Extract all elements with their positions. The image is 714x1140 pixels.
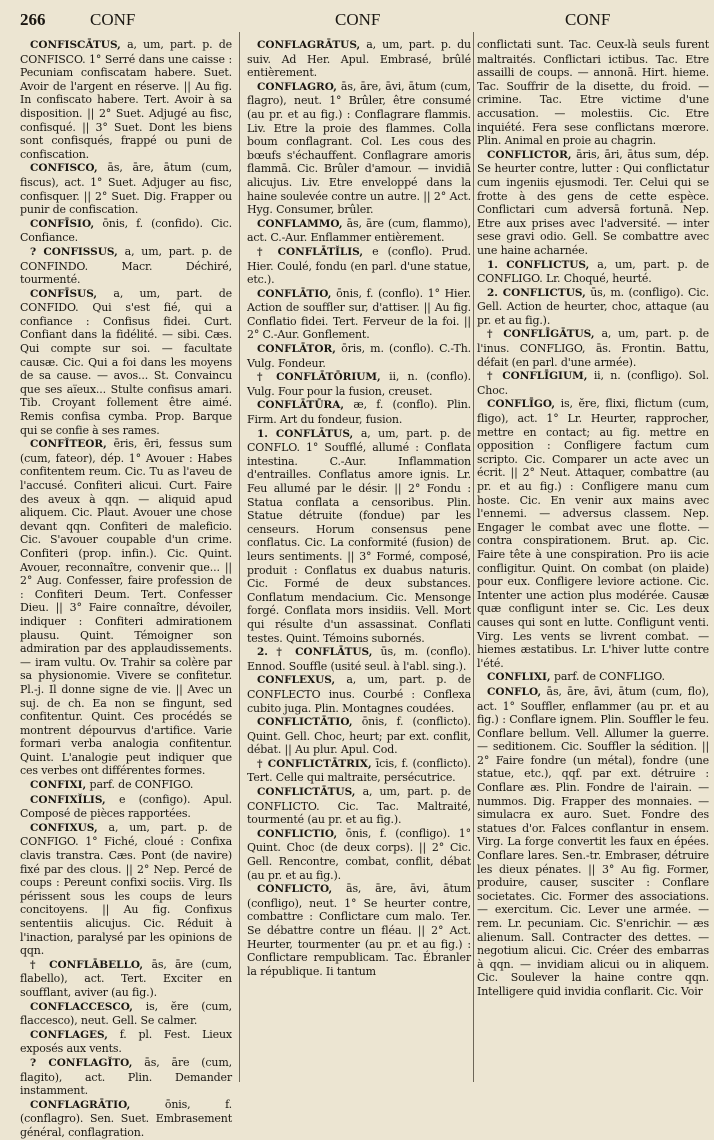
entry-definition: āris, āri, ātus sum, dép. Se heurter contre, lutter : Qui conflictatur cum ingeniis ejusmodi. Ter. Celui qui se frotte à des gens de cette espèce. Conflictari cum adversā fortunā. Nep. Etre aux prises avec l'adversité. — inter sese gravi odio. Gell. Se combattre avec une haine acharnée.: [477, 147, 709, 257]
entry-definition: ūs, m. (confligo). Cic. Gell. Action de heurter, choc, attaque (au pr. et au fig.).: [477, 285, 709, 327]
entry-headword: 2. CONFLICTUS,: [487, 286, 586, 299]
entry-headword: ? CONFISSUS,: [30, 245, 118, 258]
dictionary-entry: [20, 1098, 232, 1140]
entry-definition: ōnis, f. (confligo). 1° Quint. Choc (de deux corps). || 2° Cic. Gell. Rencontre, combat, conflit, débat (au pr. et au fig.).: [247, 826, 471, 882]
guide-word-left: CONF: [90, 10, 136, 29]
entry-headword: CONFLAGRĀTIO,: [30, 1098, 131, 1111]
dictionary-entry: [247, 370, 471, 398]
entry-definition: ās, āre, ātum (cum, fiscus), act. 1° Suet. Adjuger au fisc, confisquer. || 2° Suet. Dig. Frapper ou punir de confiscation.: [20, 161, 232, 217]
entry-definition: a, um, part. de CONFIDO. Qui s'est fié, qui a confiance : Confisus fidei. Curt. Confiant dans la fidélité. — sibi. Cæs. Qui compte sur soi. — facultate causæ. Cic. Qui a foi dans les moyens de sa cause. — avos... St. Convaincu que ses aïeux... Stulte confisus amari. Tib. Croyant follement être aimé. Remis confisa cymba. Prop. Barque qui se confie à ses rames.: [20, 286, 232, 437]
entry-headword: ? CONFLAGĬTO,: [30, 1056, 133, 1069]
dictionary-entry: [477, 685, 709, 999]
dictionary-entry: [20, 217, 232, 245]
entry-headword: CONFIXĬLIS,: [30, 793, 106, 806]
dictionary-entry: [247, 342, 471, 370]
entry-definition: ii, n. (conflo). Vulg. Four pour la fusion, creuset.: [247, 370, 471, 398]
entry-headword: CONFLAGRO,: [257, 80, 337, 93]
dictionary-entry: [247, 287, 471, 342]
entry-headword: CONFĪSUS,: [30, 287, 98, 300]
entry-headword: † CONFLĀTŌRIUM,: [257, 371, 381, 384]
entry-headword: CONFLICTOR,: [487, 148, 572, 161]
entry-headword: CONFĪSIO,: [30, 217, 95, 230]
entry-headword: CONFLĀTOR,: [257, 343, 336, 356]
dictionary-entry: [247, 785, 471, 827]
dictionary-entry: [247, 398, 471, 426]
dictionary-entry: [477, 670, 709, 685]
entry-definition: a, um, part. p. de CONFIGO. 1° Fiché, cloué : Confixa clavis transtra. Cæs. Pont (de navire) fixé par des clous. || 2° Nep. Percé de coups : Pereunt confixi sociis. Virg. Ils périssent sous les coups de leurs concitoyens. || Au fig. Confixus sententiis alicujus. Cic. Réduit à l'inaction, paralysé par les opinions de qqn.: [20, 820, 232, 958]
entry-definition: a, um, part. p. de CONFISCO. 1° Serré dans une caisse : Pecuniam confiscatam habere. Suet. Avoir de l'argent en réserve. || Au fig. In confiscato habere. Tert. Avoir à sa disposition. || 2° Suet. Adjugé au fisc, confisqué. || 3° Suet. Dont les biens sont confisqués, frappé ou puni de confiscation.: [20, 38, 232, 161]
dictionary-entry: [20, 1056, 232, 1098]
dictionary-entry: [477, 327, 709, 369]
page-number: 266: [20, 10, 46, 29]
entry-definition: a, um, part. p. de CONFLICTO. Cic. Tac. Maltraité, tourmenté (au pr. et au fig.).: [247, 785, 471, 827]
dictionary-entry: [247, 80, 471, 217]
entry-headword: CONFLAGRĀTUS,: [257, 39, 361, 51]
dictionary-entry: [247, 245, 471, 287]
entry-headword: CONFLĪGO,: [487, 398, 556, 411]
guide-word-right: CONF: [565, 10, 611, 29]
entry-headword: CONFLICTO,: [257, 883, 333, 896]
guide-word-center: CONF: [335, 10, 381, 29]
entry-definition: æ, f. (conflo). Plin. Firm. Art du fondeur, fusion.: [247, 398, 471, 427]
dictionary-entry: [20, 821, 232, 958]
page-header: [0, 10, 714, 36]
entry-headword: CONFLEXUS,: [257, 674, 336, 687]
dictionary-entry: [20, 778, 232, 793]
dictionary-entry: [20, 38, 232, 161]
entry-headword: CONFLĀTIO,: [257, 287, 332, 300]
dictionary-entry: [247, 645, 471, 673]
entry-headword: † CONFLĪGIUM,: [487, 370, 588, 383]
entry-definition: ās, āre (cum, flabello), act. Tert. Exciter en soufflant, aviver (au fig.).: [20, 957, 232, 999]
entry-definition: ās, āre, āvi, ātum (cum, flo), act. 1° Souffler, enflammer (au pr. et au fig.) : Conflare ignem. Plin. Souffler le feu. Conflare bellum. Vell. Allumer la guerre. — seditionem. Cic. Souffler la sédition. || 2° Faire fondre (un métal), fondre (une statue, etc.), qqf. par ext. détruire : Conflare æs. Plin. Fondre de l'airain. — nummos. Dig. Frapper des monnaies. — simulacra ex auro. Suet. Fondre des statues d'or. Falces conflantur in ensem. Virg. La forge convertit les faux en épées. Conflare lares. Sen.-tr. Embraser, détruire les dieux pénates. || 3° Au fig. Former, produire, causer, susciter : Conflare societates. Cic. Former des associations. — exercitum. Cic. Lever une armée. — rem. Lr. pecuniam. Cic. S'enrichir. — æs alienum. Sall. Contracter des dettes. — negotium alicui. Cic. Créer des embarras à qqn. — invidiam alicui ou in aliquem. Cic. Soulever la haine contre qqn. Intelligere quid invidia conflarit. Cic. Voir: [477, 684, 709, 998]
column-divider: [473, 32, 474, 1082]
dictionary-entry: [20, 1028, 232, 1056]
dictionary-entry: [20, 245, 232, 287]
entry-headword: 1. CONFLICTUS,: [487, 258, 590, 271]
entry-headword: CONFĬTEOR,: [30, 438, 107, 451]
entry-definition: a, um, part. p. du suiv. Ad Her. Apul. Embrasé, brûlé entièrement.: [247, 38, 471, 80]
dictionary-entry: [247, 673, 471, 715]
entry-headword: CONFLAMMO,: [257, 217, 343, 230]
dictionary-entry: [247, 38, 471, 80]
dictionary-entry: [247, 757, 471, 785]
entry-definition: f. pl. Fest. Lieux exposés aux vents.: [20, 1027, 232, 1056]
entry-definition: a, um, part. p. de CONFLO. 1° Soufflé, allumé : Conflata intestina. C.-Aur. Inflammation d'entrailles. Conflatus amore ignis. Lr. Feu allumé par le désir. || 2° Fondu : Statua conflata a censoribus. Plin. Statue détruite (fondue) par les censeurs. Horum consensus pene conflatus. Cic. La conformité (fusion) de leurs sentiments. || 3° Formé, composé, produit : Conflatus ex duabus naturis. Cic. Formé de deux substances. Conflatum mendacium. Cic. Mensonge forgé. Conflata mors insidiis. Vell. Mort qui résulte d'un assassinat. Conflati testes. Quint. Témoins subornés.: [247, 426, 471, 645]
dictionary-entry: [477, 369, 709, 397]
entry-definition: īcis, f. (conflicto). Tert. Celle qui maltraite, persécutrice.: [247, 756, 471, 785]
entry-definition: e (conflo). Prud. Hier. Coulé, fondu (en parl. d'une statue, etc.).: [247, 244, 471, 287]
entry-definition: a, um, part. p. de CONFLECTO inus. Courbé : Conflexa cubito juga. Plin. Montagnes coudées.: [247, 673, 471, 715]
entry-headword: CONFLICTIO,: [257, 827, 338, 840]
column-right: [477, 38, 709, 1078]
entry-definition: ōnis, f. (conflagro). Sen. Suet. Embrasement général, conflagration.: [20, 1097, 232, 1139]
dictionary-entry: [20, 437, 232, 778]
dictionary-entry: [20, 1000, 232, 1028]
entry-headword: CONFLACCESCO,: [30, 1000, 133, 1013]
entry-definition: parf. de CONFLIGO.: [553, 670, 665, 684]
entry-definition: a, um, part. p. de CONFLIGO. Lr. Choqué, heurté.: [477, 257, 709, 286]
entry-definition: ōnis, f. (confido). Cic. Confiance.: [20, 216, 232, 245]
dictionary-entry: [20, 958, 232, 1000]
dictionary-entry: [477, 148, 709, 258]
dictionary-entry: [247, 715, 471, 757]
column-left: [20, 38, 232, 1139]
entry-definition: a, um, part. p. de l'inus. CONFLIGO, ās. Frontin. Battu, défait (en parl. d'une armée).: [477, 327, 709, 369]
entry-headword: CONFLAGES,: [30, 1028, 108, 1041]
entry-definition: is, ĕre, flixi, flictum (cum, fligo), act. 1° Lr. Heurter, rapprocher, mettre en contact; au fig. mettre en opposition : Confligere factum cum scripto. Cic. Comparer un acte avec un écrit. || 2° Neut. Attaquer, combattre (au pr. et au fig.) : Confligere manu cum hoste. Cic. En venir aux mains avec l'ennemi. — adversus classem. Nep. Engager le combat avec une flotte. — contra conspirationem. Brut. ap. Cic. Faire tête à une conspiration. Pro iis acie confligitur. Quint. On combat (on plaide) pour eux. Confligere leviore actione. Cic. Intenter une action plus modérée. Causæ quæ confligunt inter se. Cic. Les deux causes qui sont en lutte. Confligunt venti. Virg. Les vents se livrent combat. — hiemes æstatibus. Lr. L'hiver lutte contre l'été.: [477, 397, 709, 670]
entry-headword: CONFLĀTŪRA,: [257, 399, 345, 412]
entry-definition: ās, āre (cum, flagito), act. Plin. Demander instamment.: [20, 1055, 232, 1098]
entry-definition: ās, āre, āvi, ātum (cum, flagro), neut. 1° Brûler, être consumé (au pr. et au fig.) : Conflagrare flammis. Liv. Etre la proie des flammes. Colla boum conflagrant. Col. Les cous des bœufs s'échauffent. Conflagrare amoris flammā. Cic. Brûler d'amour. — invidiā alicujus. Liv. Etre enveloppé dans la haine soulevée contre un autre. || 2° Act. Hyg. Consumer, brûler.: [247, 79, 471, 217]
entry-headword: CONFLO,: [487, 685, 542, 698]
dictionary-entry: [247, 217, 471, 245]
entry-headword: † CONFLICTĀTRIX,: [257, 757, 372, 770]
entry-definition: ās, āre, āvi, ātum (confligo), neut. 1° Se heurter contre, combattre : Conflictare cum malo. Ter. Se débattre contre un fléau. || 2° Act. Heurter, tourmenter (au pr. et au fig.) : Conflictare rempublicam. Tac. Ébranler la république. Ii tantum: [247, 882, 471, 978]
entry-headword: CONFIXI,: [30, 779, 87, 792]
entry-headword: † CONFLĀTĬLIS,: [257, 245, 364, 258]
entry-definition: ūs, m. (conflo). Ennod. Souffle (usité seul. à l'abl. sing.).: [247, 645, 471, 673]
dictionary-entry: [247, 827, 471, 882]
entry-definition: e (configo). Apul. Composé de pièces rapportées.: [20, 792, 232, 821]
entry-definition: is, ĕre (cum, flaccesco), neut. Gell. Se calmer.: [20, 999, 232, 1028]
entry-headword: CONFIXUS,: [30, 821, 98, 834]
column-divider: [239, 32, 240, 1082]
column-middle: [247, 38, 471, 1078]
dictionary-entry: [477, 397, 709, 670]
entry-definition: ōris, m. (conflo). C.-Th. Vulg. Fondeur.: [247, 342, 471, 370]
entry-definition: ēris, ēri, fessus sum (cum, fateor), dép. 1° Avouer : Habes confitentem reum. Cic. Tu as l'aveu de l'accusé. Confiteri alicui. Curt. Faire des aveux à qqn. — aliquid apud aliquem. Cic. Plaut. Avouer une chose devant qqn. Confiteri de maleficio. Cic. S'avouer coupable d'un crime. Confiteri (prop. infin.). Cic. Quint. Avouer, reconnaître, convenir que... || 2° Aug. Confesser, faire profession de : Confiteri Deum. Tert. Confesser Dieu. || 3° Faire connaître, dévoiler, indiquer : Confiteri admirationem plausu. Quint. Témoigner son admiration par des applaudissements. — iram vultu. Ov. Trahir sa colère par sa physionomie. Vivere se confitetur. Pl.-j. Il donne signe de vie. || Avec un suj. de ch. Ea non se fingunt, sed confitentur. Quint. Ces procédés se montrent dépourvus d'artifice. Varie formari verba analogia confitentur. Quint. L'analogie peut indiquer que ces verbes ont différentes formes.: [20, 437, 232, 778]
dictionary-entry: [20, 287, 232, 438]
entry-headword: CONFISCĀTUS,: [30, 39, 121, 51]
entry-definition: ās, āre (cum, flammo), act. C.-Aur. Enflammer entièrement.: [247, 216, 471, 245]
entry-definition: ōnis, f. (conflo). 1° Hier. Action de souffler sur, d'attiser. || Au fig. Conflatio fidei. Tert. Ferveur de la foi. || 2° C.-Aur. Gonflement.: [247, 286, 471, 342]
dictionary-entry: [247, 882, 471, 978]
entry-headword: CONFLICTĀTIO,: [257, 716, 353, 729]
entry-definition: conflictati sunt. Tac. Ceux-là seuls furent maltraités. Conflictari ictibus. Tac. Etre assailli de coups. — annonā. Hirt. hieme. Tac. Souffrir de la disette, du froid. — crimine. Tac. Etre victime d'une accusation. — molestiis. Cic. Etre inquiété. Fera sese conflictans mœrore. Plin. Animal en proie au chagrin.: [477, 38, 709, 148]
entry-headword: CONFISCO,: [30, 162, 98, 175]
entry-headword: † CONFLĪGĀTUS,: [487, 328, 595, 341]
entry-headword: CONFLIXI,: [487, 671, 551, 684]
entry-headword: 2. † CONFLĀTUS,: [257, 646, 373, 659]
entry-headword: CONFLICTĀTUS,: [257, 786, 356, 799]
dictionary-entry: [477, 258, 709, 286]
dictionary-entry: [477, 286, 709, 328]
entry-definition: ii, n. (confligo). Sol. Choc.: [477, 369, 709, 397]
entry-headword: † CONFLĀBELLO,: [30, 958, 144, 971]
entry-definition: parf. de CONFIGO.: [89, 778, 194, 792]
entry-definition: ōnis, f. (conflicto). Quint. Gell. Choc, heurt; par ext. conflit, débat. || Au plur. Apul. Cod.: [247, 715, 471, 757]
entry-headword: 1. CONFLĀTUS,: [257, 427, 354, 440]
dictionary-entry: [477, 38, 709, 148]
dictionary-entry: [20, 161, 232, 216]
dictionary-entry: [20, 793, 232, 821]
dictionary-entry: [247, 427, 471, 646]
entry-definition: a, um, part. p. de CONFINDO. Macr. Déchiré, tourmenté.: [20, 244, 232, 287]
